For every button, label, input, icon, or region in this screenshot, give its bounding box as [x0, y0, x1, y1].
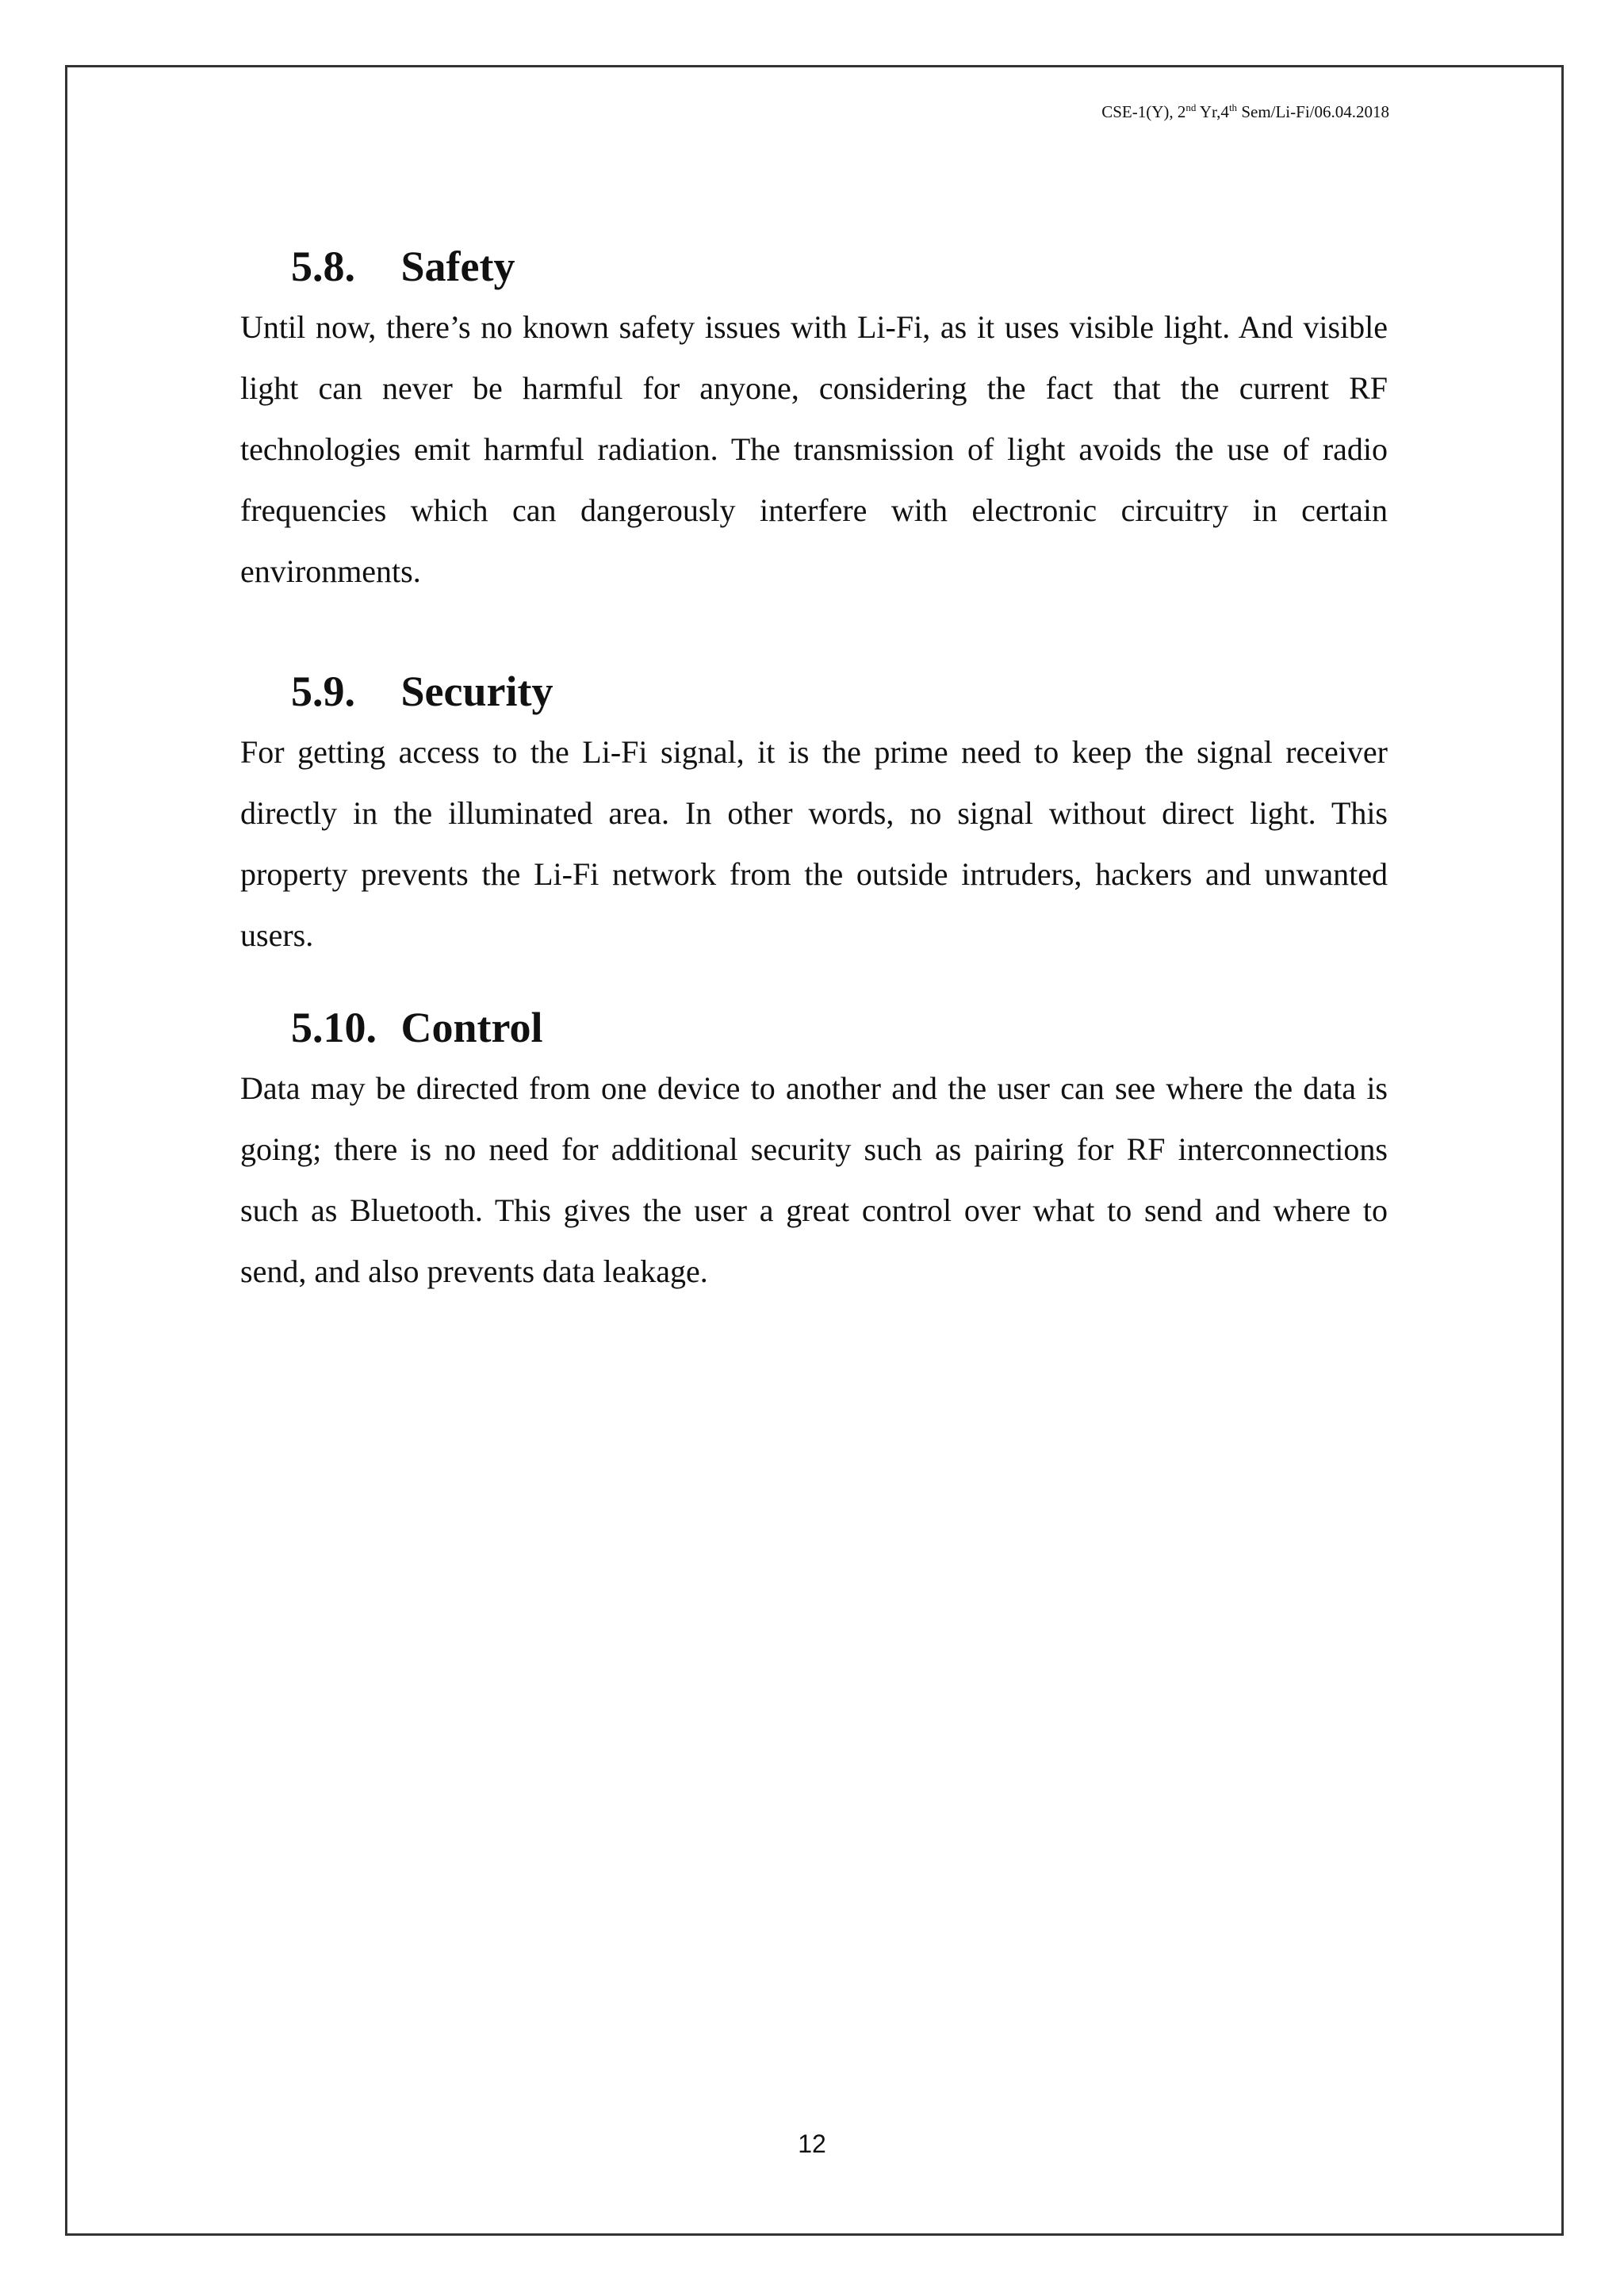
section-heading	[291, 239, 1388, 293]
section-title: Security	[400, 668, 553, 715]
header-prefix: CSE-1(Y), 2	[1101, 102, 1186, 121]
section-body: Until now, there’s no known safety issues with Li-Fi, as it uses visible light. And visible light can never be harmful for anyone, considering the fact that the current RF technologies emit harmful radiation. The transmission of light avoids the use of radio frequencies which can dangerously interfere with electronic circuitry in certain environments.	[240, 309, 1388, 589]
header-year-superscript: nd	[1185, 101, 1197, 113]
section-title: Control	[400, 1004, 543, 1051]
section-number: 5.9.	[291, 668, 355, 715]
page-number: 12	[798, 2130, 826, 2158]
header-suffix: Sem/Li-Fi/06.04.2018	[1237, 102, 1389, 121]
header-middle: Yr,4	[1196, 102, 1229, 121]
section-safety	[240, 239, 1388, 602]
running-header	[1101, 100, 1389, 124]
section-security	[240, 664, 1388, 966]
section-number: 5.10.	[291, 1004, 377, 1051]
section-number: 5.8.	[291, 243, 355, 290]
section-heading	[291, 1001, 1388, 1054]
section-control	[240, 1001, 1388, 1302]
section-title: Safety	[400, 243, 515, 290]
section-body: Data may be directed from one device to another and the user can see where the data is going; there is no need for additional security such as pairing for RF interconnections such as Bluetooth. This gives the user a great control over what to send and where to send, and also prevents data leakage.	[240, 1070, 1388, 1289]
section-body: For getting access to the Li-Fi signal, it is the prime need to keep the signal receiver directly in the illuminated area. In other words, no signal without direct light. This property prevents the Li-Fi network from the outside intruders, hackers and unwanted users.	[240, 734, 1388, 953]
header-sem-superscript: th	[1228, 101, 1238, 113]
section-heading	[291, 664, 1388, 718]
